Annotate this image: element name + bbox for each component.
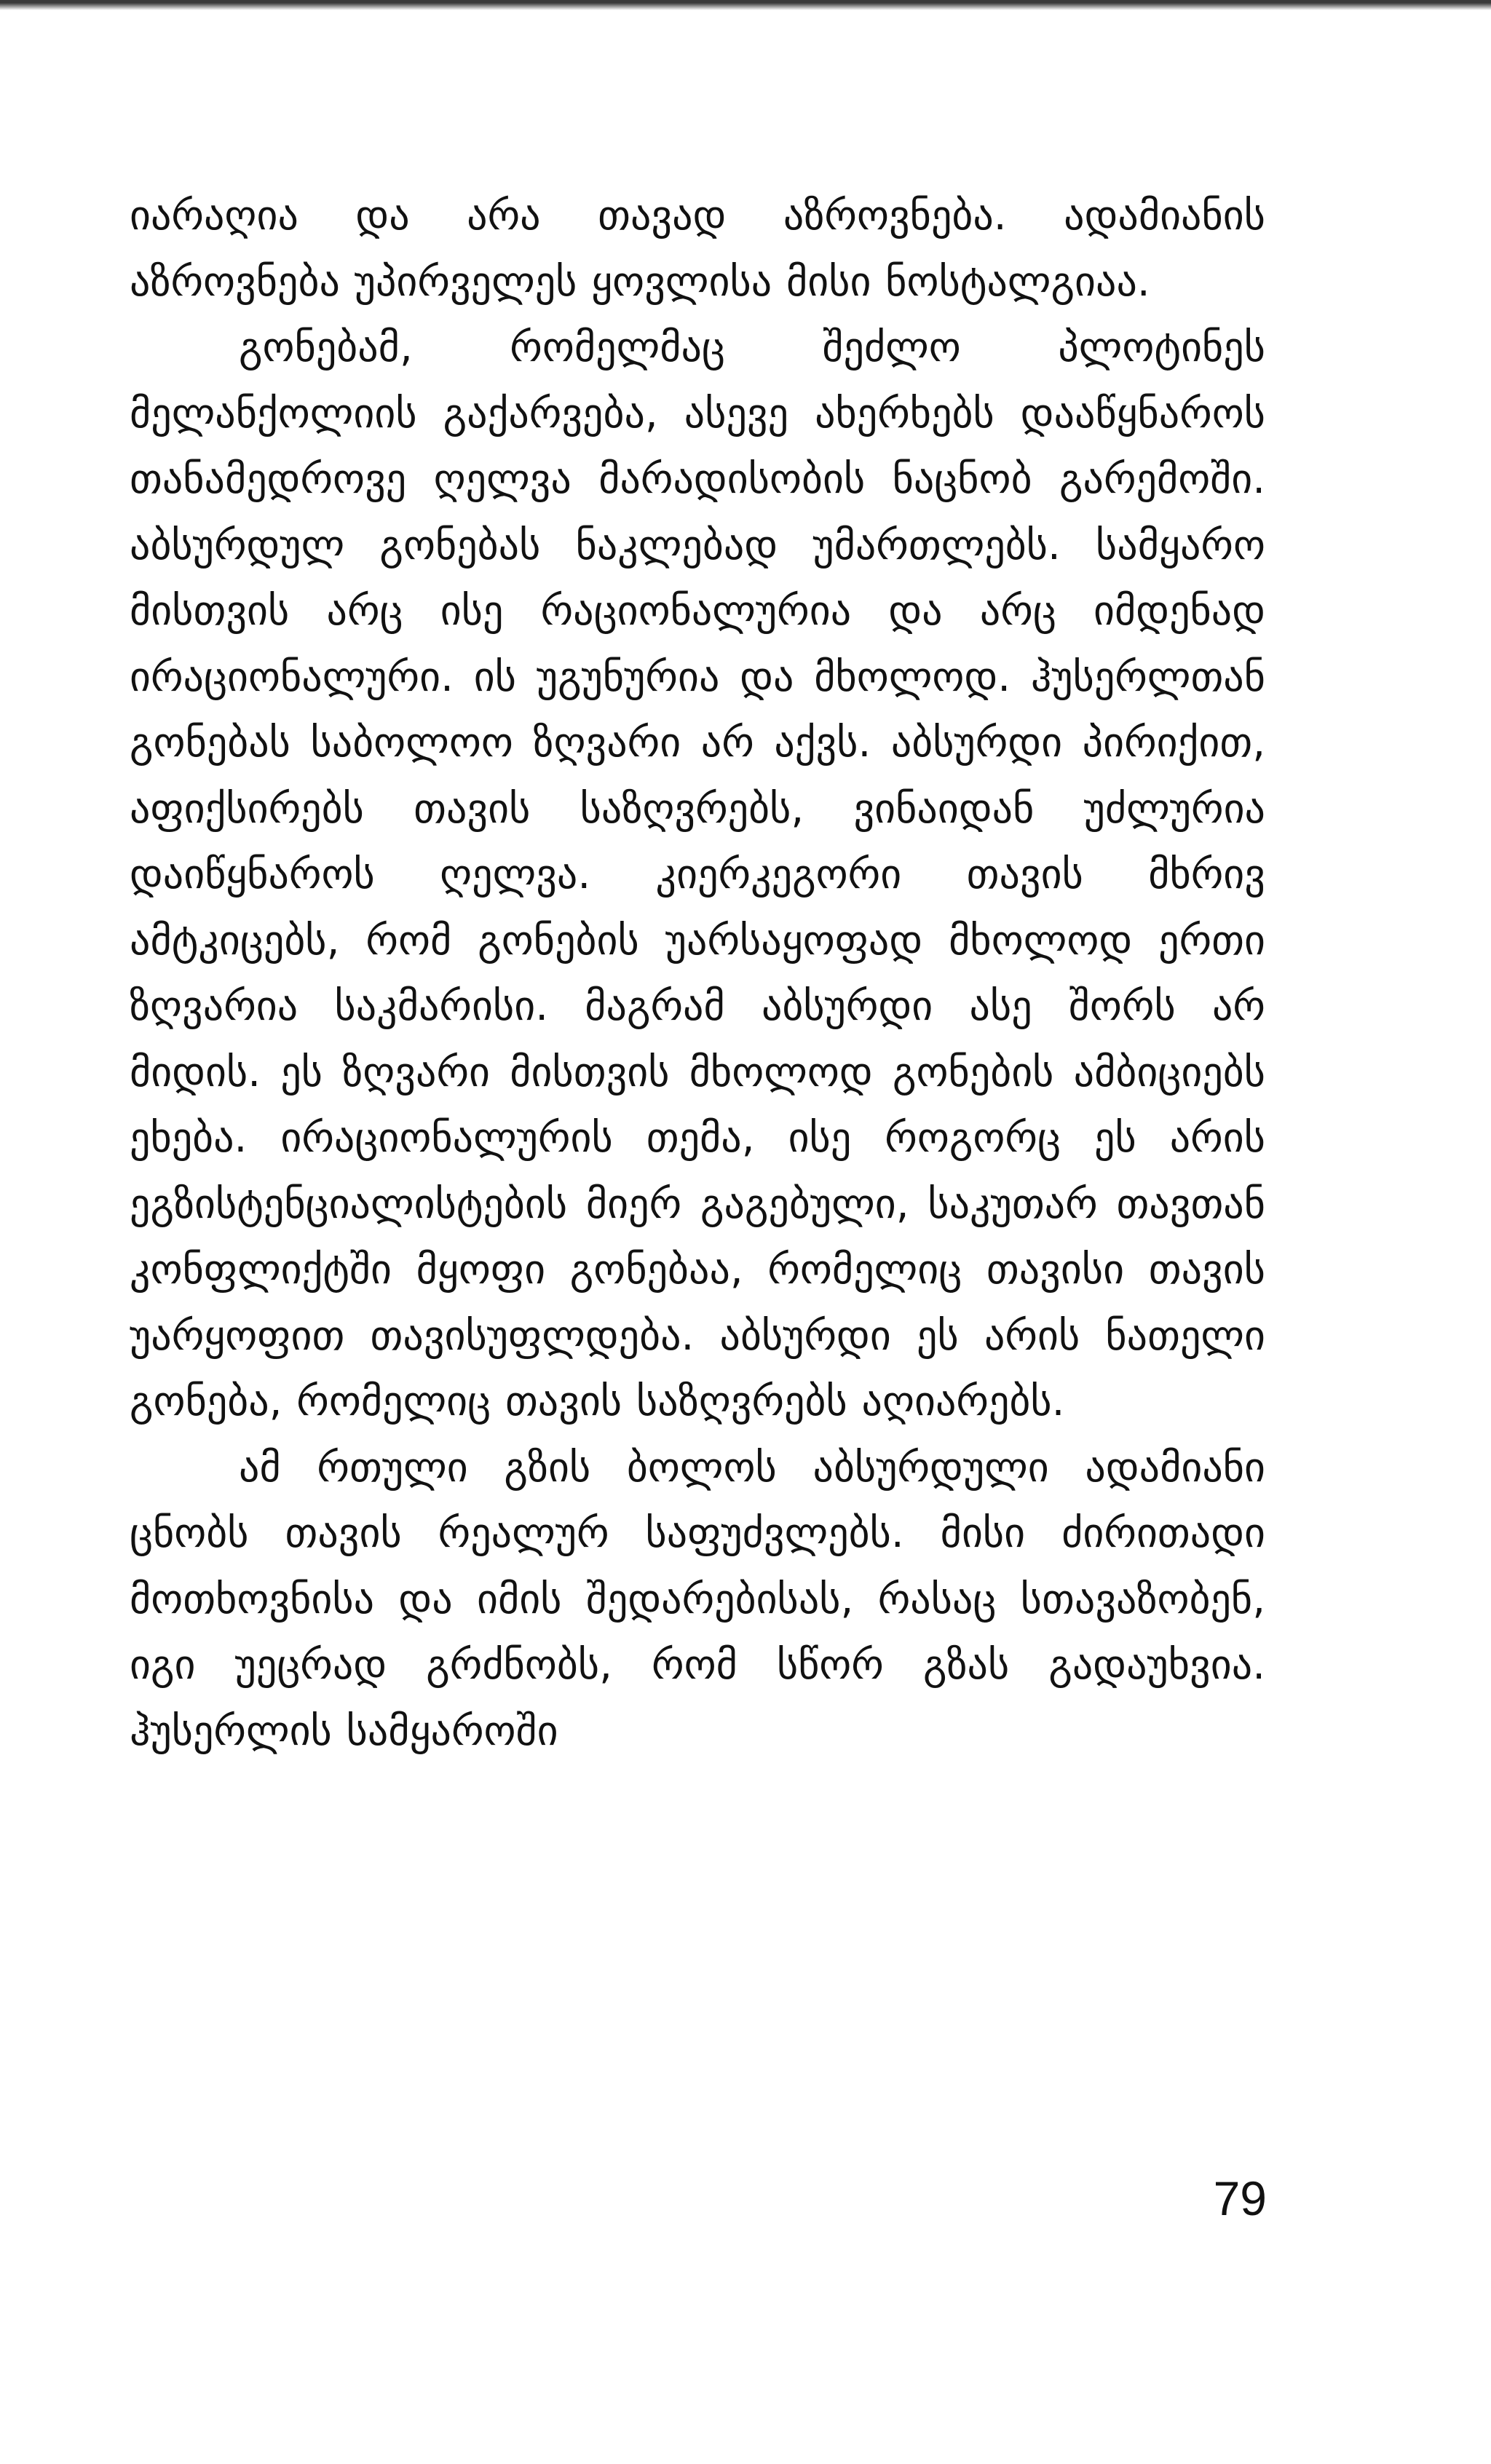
paragraph-continuation: იარაღია და არა თავად აზროვნება. ადამიანის აზროვნება უპირველეს ყოვლისა მისი ნოსტალგიაა.	[130, 192, 1265, 306]
top-edge-rule	[0, 0, 1491, 10]
page-body-text	[130, 183, 1265, 1764]
paragraph-absurd-man: ამ რთული გზის ბოლოს აბსურდული ადამიანი ცნობს თავის რეალურ საფუძვლებს. მისი ძირითადი მოთხოვნისა და იმის შედარებისას, რასაც სთავაზობენ, იგი უეცრად გრძნობს, რომ სწორ გზას გადაუხვია. ჰუსერლის სამყაროში	[130, 1443, 1265, 1755]
page-number: 79	[1213, 2171, 1267, 2225]
paragraph-reason-limits: გონებამ, რომელმაც შეძლო პლოტინეს მელანქოლიის გაქარვება, ასევე ახერხებს დააწყნაროს თანამედროვე ღელვა მარადისობის ნაცნობ გარემოში. აბსურდულ გონებას ნაკლებად უმართლებს. სამყარო მისთვის არც ისე რაციონალურია და არც იმდენად ირაციონალური. ის უგუნურია და მხოლოდ. ჰუსერლთან გონებას საბოლოო ზღვარი არ აქვს. აბსურდი პირიქით, აფიქსირებს თავის საზღვრებს, ვინაიდან უძლურია დაიწყნაროს ღელვა. კიერკეგორი თავის მხრივ ამტკიცებს, რომ გონების უარსაყოფად მხოლოდ ერთი ზღვარია საკმარისი. მაგრამ აბსურდი ასე შორს არ მიდის. ეს ზღვარი მისთვის მხოლოდ გონების ამბიციებს ეხება. ირაციონალურის თემა, ისე როგორც ეს არის ეგზისტენციალისტების მიერ გაგებული, საკუთარ თავთან კონფლიქტში მყოფი გონებაა, რომელიც თავისი თავის უარყოფით თავისუფლდება. აბსურდი ეს არის ნათელი გონება, რომელიც თავის საზღვრებს აღიარებს.	[130, 324, 1265, 1425]
